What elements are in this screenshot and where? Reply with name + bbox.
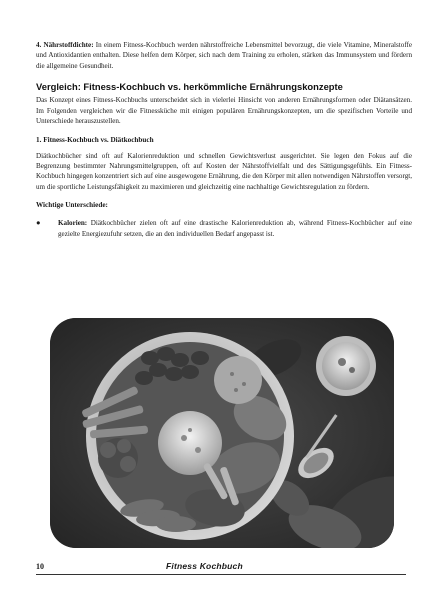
- bullet-calories-label: Kalorien:: [58, 219, 88, 228]
- paragraph-nutrient-density: [36, 40, 412, 71]
- paragraph-intro: Das Konzept eines Fitness-Kochbuchs unterscheidet sich in vielerlei Hinsicht von anderen Ernährungsformen oder Diätansätzen. Im Folgenden vergleichen wir die Fitnessküche mit einigen populären Ernährungskonzepten, um die spezifischen Vorteile und Unterschiede herauszustellen.: [36, 96, 412, 126]
- bullet-item-calories: [36, 218, 412, 239]
- nutrient-density-text: In einem Fitness-Kochbuch werden nährstoffreiche Lebensmittel bevorzugt, die viele Vitamine, Mineralstoffe und Antioxidantien enthalten. Diese helfen dem Körper, sich nach dem Training zu erholen, stärken das Immunsystem und fördern die allgemeine Gesundheit.: [36, 41, 412, 70]
- subheading-diet-cookbook: 1. Fitness-Kochbuch vs. Diätkochbuch: [36, 135, 154, 144]
- page-number: 10: [36, 562, 44, 571]
- paragraph-diet-cookbook: Diätkochbücher sind oft auf Kalorienreduktion und schnellen Gewichtsverlust ausgerichtet. Sie legen den Fokus auf die Begrenzung bestimmter Nahrungsmittelgruppen, oft auf Kosten der Nährstoffvielfalt und des Sättigungsgefühls. Ein Fitness-Kochbuch hingegen konzentriert sich auf eine ausgewogene Ernährung, die den Körper mit allen notwendigen Nährstoffen versorgt, um die sportliche Leistungsfähigkeit zu maximieren und gleichzeitig eine nachhaltige Gewichtsregulation zu fördern.: [36, 151, 412, 191]
- section-heading-comparison: Vergleich: Fitness-Kochbuch vs. herkömmliche Ernährungskonzepte: [36, 81, 343, 93]
- bullet-calories-text: Diätkochbücher zielen oft auf eine drastische Kalorienreduktion ab, während Fitness-Kochbücher auf eine gezielte Energiezufuhr setzen, die an den individuellen Bedarf angepasst ist.: [58, 219, 412, 238]
- nutrient-density-label: 4. Nährstoffdichte:: [36, 41, 94, 49]
- food-bowl-photo: [50, 318, 394, 548]
- subheading-key-differences: Wichtige Unterschiede:: [36, 201, 108, 210]
- footer-book-title: Fitness Kochbuch: [166, 561, 243, 571]
- text-column: [36, 40, 412, 239]
- footer-divider: [36, 574, 406, 575]
- bullet-dot-icon: ●: [36, 218, 41, 228]
- page-footer: [36, 562, 406, 576]
- food-bowl-illustration: [50, 318, 394, 548]
- bullet-calories-text-block: [58, 218, 412, 239]
